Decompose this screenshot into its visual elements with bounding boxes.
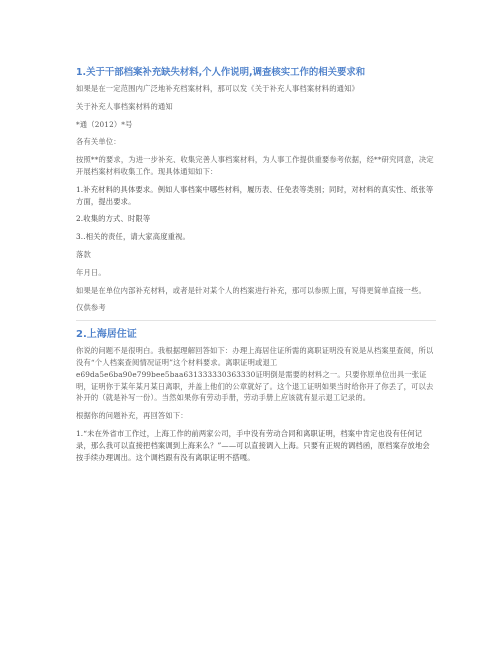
paragraph: 关于补充人事档案材料的通知 bbox=[76, 101, 173, 111]
paragraph: 3..相关的责任，请大家高度重视。 bbox=[76, 232, 190, 242]
section-heading-archive-supplement: 1.关于干部档案补充缺失材料,个人作说明,调查核实工作的相关要求和 bbox=[76, 67, 366, 78]
paragraph: *通（2012）*号 bbox=[76, 119, 133, 129]
section-divider bbox=[76, 320, 436, 321]
section-heading-shanghai-residence: 2.上海居住证 bbox=[76, 329, 137, 341]
paragraph: 仅供参考 bbox=[76, 303, 106, 313]
document-body bbox=[76, 66, 436, 463]
paragraph: 落款 bbox=[76, 249, 91, 259]
paragraph: 2.收集的方式、时限等 bbox=[76, 214, 151, 224]
paragraph: 根据你的问题补充，再回答如下： bbox=[76, 411, 188, 421]
paragraph: 按照**的要求，为进一步补充、收集完善人事档案材料，为人事工作提供重要参考依据，经**研究同意，决定开展档案材料收集工作。现具体通知如下： bbox=[76, 155, 434, 176]
paragraph: 1.“未在外省市工作过，上海工作的前两家公司，手中没有劳动合同和离职证明，档案中肯定也没有任何记录，那么我可以直接把档案调到上海来么？”——可以直接调入上海。只要有正规的调档函，原档案存放地会按手续办理调出。这个调档跟有没有离职证明不搭嘎。 bbox=[76, 428, 430, 462]
paragraph: 年月日。 bbox=[76, 267, 106, 277]
paragraph: 各有关单位： bbox=[76, 137, 121, 147]
paragraph: 1.补充材料的具体要求。例如人事档案中哪些材料，履历表、任免表等类别；同时，对材料的真实性、纸张等方面，提出要求。 bbox=[76, 184, 434, 206]
paragraph: 如果是在一定范围内广泛地补充档案材料，那可以发《关于补充人事档案材料的通知》 bbox=[76, 84, 359, 93]
paragraph: 如果是在单位内部补充材料，或者是针对某个人的档案进行补充，那可以参照上面，写得更简单直接一些。 bbox=[76, 285, 426, 295]
paragraph: 你说的问题不是很明白。我根据理解回答如下：办理上海居住证所需的离职证明没有说是从档案里查阅，所以没有“个人档案查阅情况证明”这个材料要求。离职证明或退工e69da5e6ba90e799bee5baa631333330363330证明倒是需要的材料之一。只要你原单位出具一张证明，证明你于某年某月某日离职，并盖上他们的公章就好了。这个退工证明如果当时给你开了你丢了，可以去补开的（就是补写一份）。当然如果你有劳动手册，劳动手册上应该就有显示退工记录的。 bbox=[76, 346, 434, 403]
